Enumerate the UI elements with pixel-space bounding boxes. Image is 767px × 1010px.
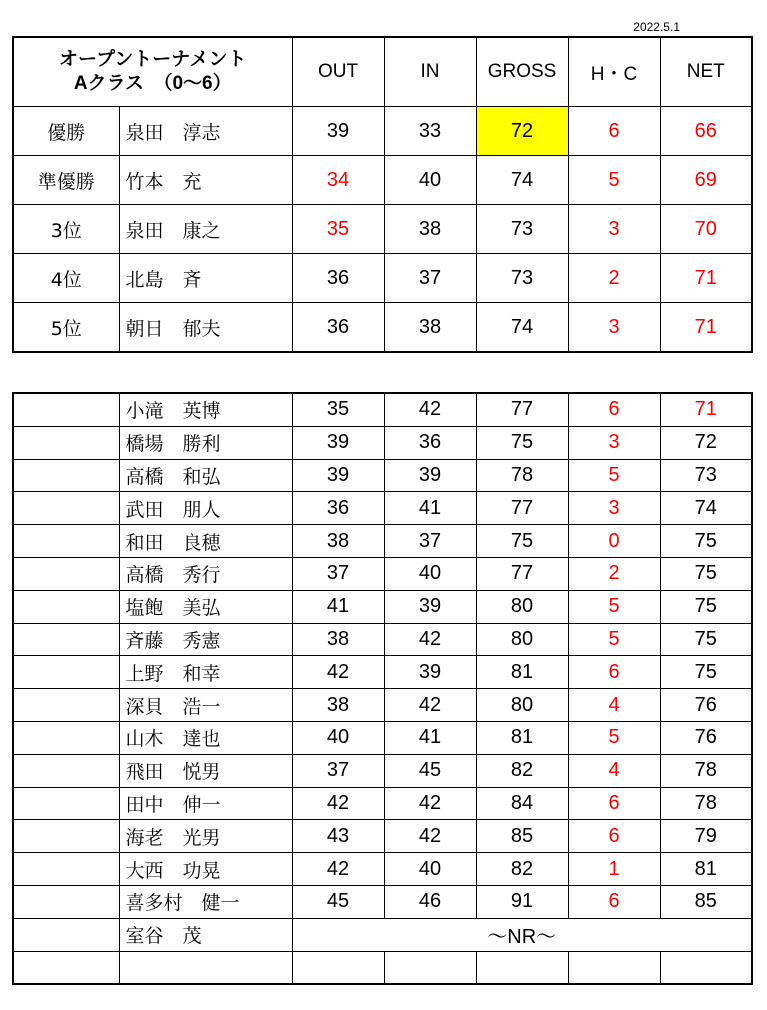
gross-score: 84 xyxy=(476,787,568,820)
empty-cell xyxy=(119,951,292,984)
header-hc: H・C xyxy=(568,37,660,107)
out-score: 37 xyxy=(292,754,384,787)
table-row xyxy=(13,689,752,722)
net-score: 76 xyxy=(660,721,752,754)
nr-row xyxy=(13,918,752,951)
rank-cell xyxy=(13,918,119,951)
net-score: 74 xyxy=(660,492,752,525)
player-name: 深貝 浩一 xyxy=(119,689,292,722)
in-score: 37 xyxy=(384,254,476,303)
out-score: 35 xyxy=(292,205,384,254)
rank-cell xyxy=(13,885,119,918)
title-line-1: オープントーナメント xyxy=(58,49,247,70)
table-row xyxy=(13,107,752,156)
in-score: 40 xyxy=(384,156,476,205)
gross-score: 73 xyxy=(476,205,568,254)
table-row xyxy=(13,393,752,426)
in-score: 42 xyxy=(384,787,476,820)
player-name: 竹本 充 xyxy=(119,156,292,205)
header-gross: GROSS xyxy=(476,37,568,107)
in-score: 33 xyxy=(384,107,476,156)
player-name: 上野 和幸 xyxy=(119,656,292,689)
in-score: 46 xyxy=(384,885,476,918)
gross-score: 85 xyxy=(476,820,568,853)
in-score: 37 xyxy=(384,525,476,558)
player-name: 高橋 和弘 xyxy=(119,459,292,492)
rank-cell: 4位 xyxy=(13,254,119,303)
out-score: 36 xyxy=(292,254,384,303)
top-results-table xyxy=(12,36,753,353)
player-name: 武田 朋人 xyxy=(119,492,292,525)
gross-score: 75 xyxy=(476,525,568,558)
rank-cell xyxy=(13,459,119,492)
in-score: 40 xyxy=(384,853,476,886)
out-score: 38 xyxy=(292,525,384,558)
out-score: 39 xyxy=(292,459,384,492)
out-score: 34 xyxy=(292,156,384,205)
no-return-label: ～NR～ xyxy=(292,918,752,951)
out-score: 38 xyxy=(292,689,384,722)
handicap: 3 xyxy=(568,492,660,525)
title-line-2: Aクラス （0～6） xyxy=(73,73,232,94)
handicap: 6 xyxy=(568,885,660,918)
net-score: 75 xyxy=(660,557,752,590)
out-score: 41 xyxy=(292,590,384,623)
net-score: 81 xyxy=(660,853,752,886)
table-row xyxy=(13,459,752,492)
in-score: 42 xyxy=(384,689,476,722)
header-row xyxy=(13,37,752,107)
out-score: 36 xyxy=(292,303,384,353)
out-score: 35 xyxy=(292,393,384,426)
net-score: 66 xyxy=(660,107,752,156)
net-score: 75 xyxy=(660,525,752,558)
table-row xyxy=(13,492,752,525)
net-score: 76 xyxy=(660,689,752,722)
tournament-title xyxy=(13,37,292,107)
rank-cell xyxy=(13,853,119,886)
in-score: 39 xyxy=(384,459,476,492)
player-name: 山木 達也 xyxy=(119,721,292,754)
table-row xyxy=(13,525,752,558)
rank-cell xyxy=(13,590,119,623)
player-name: 室谷 茂 xyxy=(119,918,292,951)
handicap: 6 xyxy=(568,656,660,689)
player-name: 喜多村 健一 xyxy=(119,885,292,918)
rank-cell xyxy=(13,623,119,656)
net-score: 70 xyxy=(660,205,752,254)
gross-score: 78 xyxy=(476,459,568,492)
handicap: 6 xyxy=(568,820,660,853)
handicap: 3 xyxy=(568,205,660,254)
gross-score: 81 xyxy=(476,656,568,689)
handicap: 5 xyxy=(568,590,660,623)
out-score: 45 xyxy=(292,885,384,918)
player-name: 泉田 康之 xyxy=(119,205,292,254)
handicap: 4 xyxy=(568,754,660,787)
handicap: 5 xyxy=(568,156,660,205)
rank-cell xyxy=(13,426,119,459)
table-row xyxy=(13,853,752,886)
gross-score: 80 xyxy=(476,623,568,656)
table-row xyxy=(13,426,752,459)
handicap: 2 xyxy=(568,254,660,303)
in-score: 42 xyxy=(384,820,476,853)
table-row xyxy=(13,205,752,254)
handicap: 5 xyxy=(568,623,660,656)
handicap: 6 xyxy=(568,787,660,820)
table-row xyxy=(13,623,752,656)
rank-cell xyxy=(13,820,119,853)
handicap: 3 xyxy=(568,426,660,459)
player-name: 高橋 秀行 xyxy=(119,557,292,590)
out-score: 42 xyxy=(292,656,384,689)
rank-cell xyxy=(13,754,119,787)
handicap: 5 xyxy=(568,459,660,492)
player-name: 北島 斉 xyxy=(119,254,292,303)
out-score: 42 xyxy=(292,787,384,820)
handicap: 6 xyxy=(568,107,660,156)
rank-cell xyxy=(13,656,119,689)
handicap: 0 xyxy=(568,525,660,558)
gross-score: 73 xyxy=(476,254,568,303)
table-row xyxy=(13,590,752,623)
handicap: 6 xyxy=(568,393,660,426)
net-score: 71 xyxy=(660,254,752,303)
in-score: 39 xyxy=(384,656,476,689)
in-score: 42 xyxy=(384,393,476,426)
header-in: IN xyxy=(384,37,476,107)
player-name: 小滝 英博 xyxy=(119,393,292,426)
player-name: 塩飽 美弘 xyxy=(119,590,292,623)
table-row xyxy=(13,754,752,787)
rank-cell: 優勝 xyxy=(13,107,119,156)
out-score: 42 xyxy=(292,853,384,886)
rank-cell xyxy=(13,787,119,820)
player-name: 泉田 淳志 xyxy=(119,107,292,156)
gross-score: 80 xyxy=(476,689,568,722)
table-row xyxy=(13,557,752,590)
empty-cell xyxy=(660,951,752,984)
rank-cell xyxy=(13,689,119,722)
in-score: 38 xyxy=(384,205,476,254)
net-score: 78 xyxy=(660,787,752,820)
player-name: 朝日 郁夫 xyxy=(119,303,292,353)
gross-score: 77 xyxy=(476,557,568,590)
table-row xyxy=(13,303,752,353)
player-name: 飛田 悦男 xyxy=(119,754,292,787)
gross-score: 72 xyxy=(476,107,568,156)
table-row xyxy=(13,885,752,918)
handicap: 3 xyxy=(568,303,660,353)
in-score: 36 xyxy=(384,426,476,459)
net-score: 75 xyxy=(660,623,752,656)
rank-cell: 5位 xyxy=(13,303,119,353)
net-score: 78 xyxy=(660,754,752,787)
out-score: 40 xyxy=(292,721,384,754)
table-row xyxy=(13,820,752,853)
net-score: 72 xyxy=(660,426,752,459)
out-score: 39 xyxy=(292,426,384,459)
table-row xyxy=(13,656,752,689)
table-row xyxy=(13,156,752,205)
gross-score: 82 xyxy=(476,853,568,886)
net-score: 75 xyxy=(660,590,752,623)
gross-score: 82 xyxy=(476,754,568,787)
out-score: 38 xyxy=(292,623,384,656)
empty-cell xyxy=(292,951,384,984)
header-out: OUT xyxy=(292,37,384,107)
net-score: 71 xyxy=(660,303,752,353)
empty-cell xyxy=(13,951,119,984)
gross-score: 75 xyxy=(476,426,568,459)
rank-cell xyxy=(13,492,119,525)
player-name: 和田 良穂 xyxy=(119,525,292,558)
empty-cell xyxy=(384,951,476,984)
in-score: 42 xyxy=(384,623,476,656)
net-score: 85 xyxy=(660,885,752,918)
date-label: 2022.5.1 xyxy=(633,20,680,34)
rank-cell xyxy=(13,525,119,558)
rank-cell xyxy=(13,557,119,590)
net-score: 69 xyxy=(660,156,752,205)
in-score: 45 xyxy=(384,754,476,787)
gross-score: 74 xyxy=(476,303,568,353)
rank-cell xyxy=(13,393,119,426)
in-score: 41 xyxy=(384,492,476,525)
net-score: 73 xyxy=(660,459,752,492)
in-score: 38 xyxy=(384,303,476,353)
gross-score: 77 xyxy=(476,393,568,426)
in-score: 39 xyxy=(384,590,476,623)
rank-cell: 3位 xyxy=(13,205,119,254)
gross-score: 80 xyxy=(476,590,568,623)
table-row xyxy=(13,721,752,754)
player-name: 斉藤 秀憲 xyxy=(119,623,292,656)
in-score: 41 xyxy=(384,721,476,754)
handicap: 2 xyxy=(568,557,660,590)
net-score: 79 xyxy=(660,820,752,853)
rank-cell xyxy=(13,721,119,754)
out-score: 37 xyxy=(292,557,384,590)
header-net: NET xyxy=(660,37,752,107)
gross-score: 81 xyxy=(476,721,568,754)
player-name: 大西 功晃 xyxy=(119,853,292,886)
out-score: 39 xyxy=(292,107,384,156)
table-row xyxy=(13,787,752,820)
empty-cell xyxy=(476,951,568,984)
player-name: 田中 伸一 xyxy=(119,787,292,820)
empty-row xyxy=(13,951,752,984)
handicap: 4 xyxy=(568,689,660,722)
empty-cell xyxy=(568,951,660,984)
handicap: 1 xyxy=(568,853,660,886)
gross-score: 77 xyxy=(476,492,568,525)
in-score: 40 xyxy=(384,557,476,590)
handicap: 5 xyxy=(568,721,660,754)
out-score: 43 xyxy=(292,820,384,853)
rank-cell: 準優勝 xyxy=(13,156,119,205)
table-row xyxy=(13,254,752,303)
player-name: 海老 光男 xyxy=(119,820,292,853)
gross-score: 74 xyxy=(476,156,568,205)
net-score: 75 xyxy=(660,656,752,689)
net-score: 71 xyxy=(660,393,752,426)
player-name: 橋場 勝利 xyxy=(119,426,292,459)
other-results-table xyxy=(12,392,753,985)
gross-score: 91 xyxy=(476,885,568,918)
out-score: 36 xyxy=(292,492,384,525)
